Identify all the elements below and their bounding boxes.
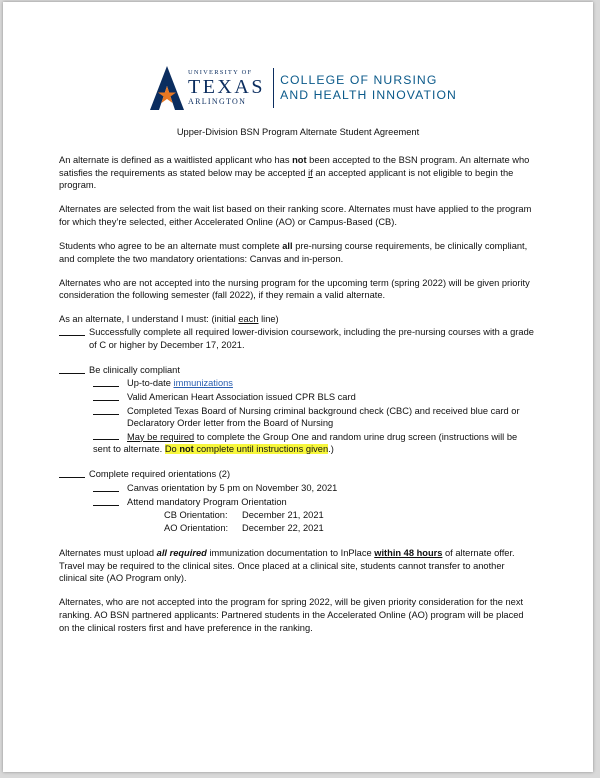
initial-blank[interactable] (59, 364, 89, 378)
college-wordmark (280, 73, 457, 103)
sub-item-program-orientation: Attend mandatory Program Orientation (93, 496, 535, 510)
upload-paragraph: Alternates must upload all required immunization documentation to InPlace within 48 hours of alternate offer. Travel may be required to the clinical sites. Once placed at a clinical site, students cannot transfer to another clinical site (AO Program only). (59, 548, 515, 584)
immunizations-link[interactable]: immunizations (173, 378, 233, 389)
highlight-warning: Do not complete until instructions given (164, 444, 329, 455)
ao-orientation-line: AO Orientation: December 22, 2021 (164, 522, 324, 533)
selection-paragraph: Alternates are selected from the wait list based on their ranking score. Alternates must have applied to the program for which they’re selected, either Accelerated Online (AO) or Campus-Based (CB). (59, 204, 532, 227)
ranking-paragraph: Alternates, who are not accepted into the program for spring 2022, will be given priority consideration for the next ranking. AO BSN partnered applicants: Partnered students in the Accelerated Online (AO) program will be placed on the clinical rosters first and have preference in the ranking. (59, 597, 524, 633)
initial-blank[interactable] (59, 468, 89, 482)
college-line-2: AND HEALTH INNOVATION (280, 88, 457, 102)
university-wordmark (188, 69, 265, 107)
document-page (3, 2, 593, 772)
initial-blank[interactable] (59, 326, 89, 351)
checklist-item-clinical: Be clinically compliant (59, 364, 535, 378)
understand-intro: As an alternate, I understand I must: (initial each line) (59, 314, 279, 325)
sub-item-canvas-orientation: Canvas orientation by 5 pm on November 30, 2021 (93, 482, 535, 496)
document-body (59, 154, 535, 646)
initial-blank[interactable] (93, 496, 127, 510)
priority-paragraph: Alternates who are not accepted into the nursing program for the upcoming term (spring 2022) will be given priority consideration the following semester (fall 2022), if they remain a valid alternate. (59, 277, 530, 301)
initial-blank[interactable] (93, 482, 127, 496)
checklist-item-orientations: Complete required orientations (2) (59, 468, 535, 482)
logo-university-of: UNIVERSITY OF (188, 69, 253, 76)
requirements-paragraph: Students who agree to be an alternate must complete all pre-nursing course requirements, be clinically compliant, and complete the two mandatory orientations: Canvas and in-person. (59, 240, 528, 264)
checklist-item-coursework: Successfully complete all required lower-division coursework, including the pre-nursing courses with a grade of C or higher by December 17, 2021. (59, 326, 535, 351)
college-line-1: COLLEGE OF NURSING (280, 73, 438, 87)
uta-logo (150, 66, 457, 110)
sub-item-cpr: Valid American Heart Association issued CPR BLS card (93, 391, 535, 405)
document-title: Upper-Division BSN Program Alternate Student Agreement (176, 127, 420, 137)
initial-blank[interactable] (93, 405, 127, 430)
logo-arlington: ARLINGTON (188, 97, 247, 106)
sub-item-drug-screen: May be required to complete the Group One and random urine drug screen (instructions will be sent to alternate. Do not complete until instructions given.) (93, 431, 518, 455)
sub-item-immunizations: Up-to-date immunizations (93, 377, 535, 391)
cb-orientation-line: CB Orientation: December 21, 2021 (164, 510, 324, 521)
definition-paragraph: An alternate is defined as a waitlisted applicant who has not been accepted to the BSN program. An alternate who satisfies the requirements as stated below may be accepted if an accepted applicant is not eligible to begin the program. (59, 155, 530, 191)
initial-blank[interactable] (93, 430, 127, 444)
sub-item-background-check: Completed Texas Board of Nursing criminal background check (CBC) and received blue card or Declaratory Order letter from the Board of Nursing (93, 405, 535, 430)
initial-blank[interactable] (93, 377, 127, 391)
logo-divider (273, 68, 274, 108)
uta-star-a-icon (150, 66, 184, 110)
logo-texas: TEXAS (188, 76, 265, 98)
initial-blank[interactable] (93, 391, 127, 405)
